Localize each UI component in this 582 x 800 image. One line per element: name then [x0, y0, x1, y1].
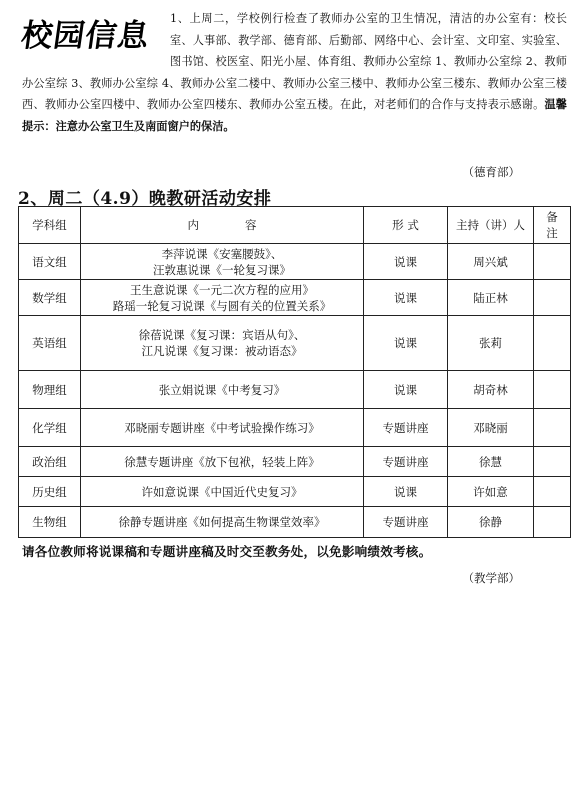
format-cell: 专题讲座	[364, 447, 448, 477]
format-cell: 说课	[364, 371, 448, 409]
group-cell: 语文组	[19, 244, 81, 280]
content-cell: 许如意说课《中国近代史复习》	[81, 477, 364, 507]
content-cell: 徐蓓说课《复习课：宾语从句》、 江凡说课《复习课：被动语态》	[81, 316, 364, 371]
group-cell: 数学组	[19, 280, 81, 316]
content-cell: 李萍说课《安塞腰鼓》、 汪敦惠说课《一轮复习课》	[81, 244, 364, 280]
group-cell: 英语组	[19, 316, 81, 371]
header-host: 主持（讲）人	[448, 207, 534, 244]
format-cell: 专题讲座	[364, 409, 448, 447]
note-cell	[534, 409, 571, 447]
school-news-logo: 校园信息	[18, 18, 153, 54]
format-cell: 说课	[364, 280, 448, 316]
host-cell: 周兴斌	[448, 244, 534, 280]
note-cell	[534, 244, 571, 280]
content-cell: 徐慧专题讲座《放下包袱，轻装上阵》	[81, 447, 364, 477]
teaching-department-signature: （教学部）	[462, 571, 520, 585]
hygiene-notice-text: 1、上周二，学校例行检查了教师办公室的卫生情况，清洁的办公室有：校长室、人事部、教学部、德育部、后勤部、网络中心、会计室、文印室、实验室、图书馆、校医室、阳光小屋、体育组、教师办公室综 1、教师办公室综 2、教师办公室综 3、教师办公室综 4、教师办公室二楼中、教师办公室三楼中、教师办公室三楼东、教师办公室三楼西、教师办公室四楼中、教师办公室四楼东、教师办公室五楼。在此，对老师们的合作与支持表示感谢。	[22, 12, 567, 112]
header-note: 备注	[534, 207, 571, 244]
table-row	[19, 409, 571, 447]
host-cell: 徐静	[448, 507, 534, 538]
group-cell: 历史组	[19, 477, 81, 507]
warm-tip: 温馨提示：注意办公室卫生及南面窗户的保洁。	[22, 97, 567, 133]
header-format: 形 式	[364, 207, 448, 244]
note-cell	[534, 371, 571, 409]
content-cell: 王生意说课《一元二次方程的应用》 路瑶一轮复习说课《与圆有关的位置关系》	[81, 280, 364, 316]
group-cell: 生物组	[19, 507, 81, 538]
group-cell: 物理组	[19, 371, 81, 409]
format-cell: 专题讲座	[364, 507, 448, 538]
format-cell: 说课	[364, 316, 448, 371]
group-cell: 化学组	[19, 409, 81, 447]
format-cell: 说课	[364, 244, 448, 280]
content-cell: 徐静专题讲座《如何提高生物课堂效率》	[81, 507, 364, 538]
host-cell: 徐慧	[448, 447, 534, 477]
moral-education-signature: （德育部）	[462, 165, 520, 179]
content-cell: 邓晓丽专题讲座《中考试验操作练习》	[81, 409, 364, 447]
schedule-table	[18, 206, 571, 538]
table-row	[19, 371, 571, 409]
table-header-row	[19, 207, 571, 244]
table-row	[19, 280, 571, 316]
table-row	[19, 507, 571, 538]
header-group: 学科组	[19, 207, 81, 244]
table-row	[19, 316, 571, 371]
host-cell: 陆正林	[448, 280, 534, 316]
note-cell	[534, 477, 571, 507]
note-cell	[534, 507, 571, 538]
host-cell: 张莉	[448, 316, 534, 371]
host-cell: 许如意	[448, 477, 534, 507]
note-cell	[534, 447, 571, 477]
host-cell: 邓晓丽	[448, 409, 534, 447]
note-cell	[534, 280, 571, 316]
header-content: 内 容	[81, 207, 364, 244]
submission-reminder: 请各位教师将说课稿和专题讲座稿及时交至教务处，以免影响绩效考核。	[22, 544, 432, 559]
table-row	[19, 447, 571, 477]
host-cell: 胡奇林	[448, 371, 534, 409]
schedule-title: 2、周二（4.9）晚教研活动安排	[18, 189, 272, 209]
school-news-section	[18, 8, 567, 168]
content-cell: 张立娟说课《中考复习》	[81, 371, 364, 409]
note-cell	[534, 316, 571, 371]
format-cell: 说课	[364, 477, 448, 507]
table-row	[19, 477, 571, 507]
table-row	[19, 244, 571, 280]
group-cell: 政治组	[19, 447, 81, 477]
